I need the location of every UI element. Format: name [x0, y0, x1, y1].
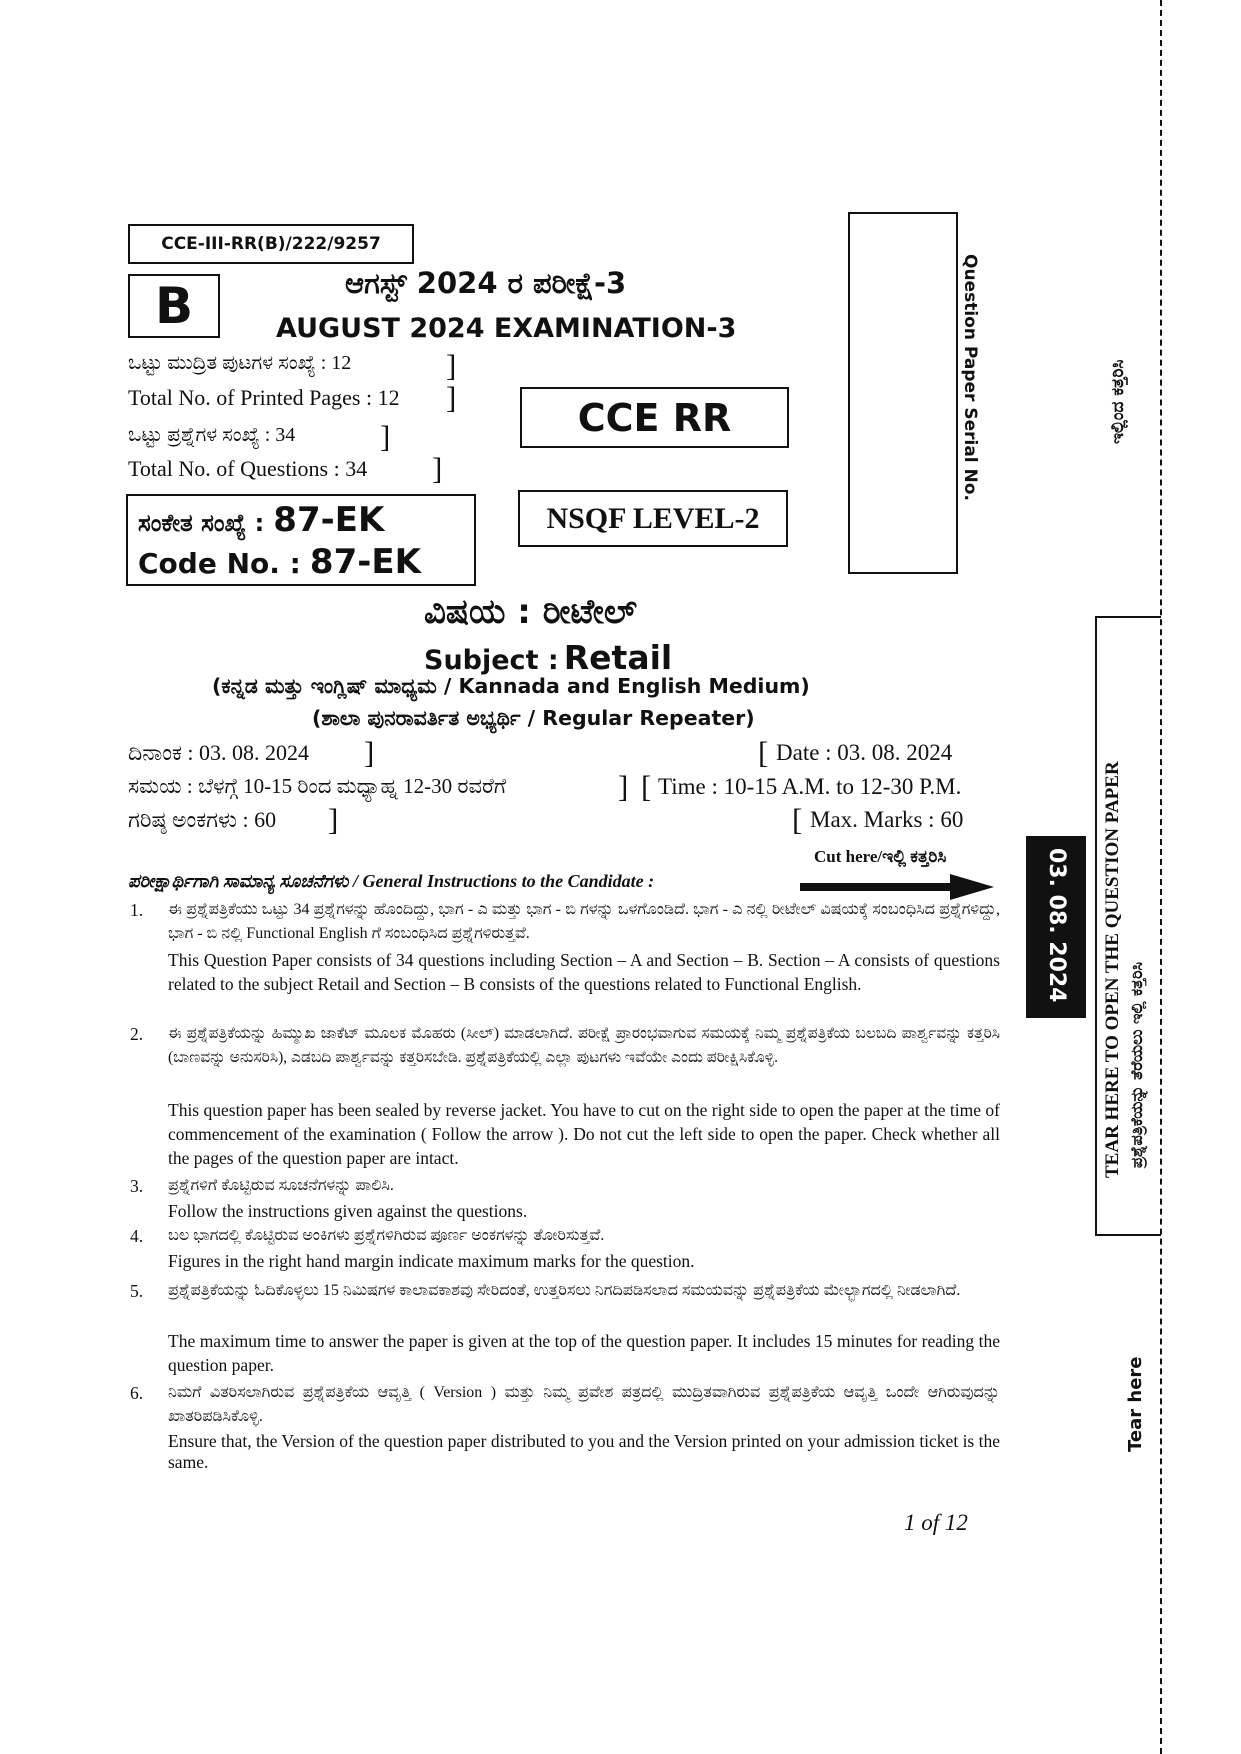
- instruction-number: 2.: [130, 1024, 144, 1044]
- exam-title-kannada: ಆಗಸ್ಟ್ 2024 ರ ಪರೀಕ್ಷೆ-3: [345, 266, 627, 300]
- tear-here-label-kannada: ಪ್ರಶ್ನೆಪತ್ರಿಕೆಯನ್ನು ತೆರೆಯಲು ಇಲ್ಲಿ ಕತ್ತರಿಸಿ: [1127, 961, 1146, 1168]
- subject-kannada: ವಿಷಯ : ರೀಟೇಲ್: [424, 592, 637, 632]
- code-box: [126, 494, 476, 586]
- tear-here-label: TEAR HERE TO OPEN THE QUESTION PAPER: [1102, 761, 1123, 1178]
- instruction-4: [130, 1224, 1010, 1274]
- code-label-kannada: ಸಂಕೇತ ಸಂಖ್ಯೆ :: [138, 509, 265, 537]
- max-marks: Max. Marks : 60: [810, 807, 964, 832]
- page-number: 1 of 12: [904, 1510, 968, 1535]
- printed-pages: Total No. of Printed Pages : 12: [128, 385, 400, 410]
- level-box: [518, 490, 788, 547]
- medium-text: ಕನ್ನಡ ಮತ್ತು ಇಂಗ್ಲಿಷ್ ಮಾಧ್ಯಮ / Kannada and English Medium: [221, 674, 801, 698]
- instruction-text: The maximum time to answer the paper is given at the top of the question paper. It includes 15 minutes for reading the question paper.: [168, 1331, 1000, 1375]
- subject-name: Retail: [563, 638, 673, 677]
- level-label: NSQF LEVEL-2: [546, 501, 760, 535]
- date: Date : 03. 08. 2024: [776, 740, 953, 765]
- bracket-7: ]: [618, 769, 629, 804]
- tear-here-bottom: Tear here: [1125, 1356, 1146, 1452]
- instruction-number: 6.: [130, 1383, 144, 1403]
- candidate-text: ಶಾಲಾ ಪುನರಾವರ್ತಿತ ಅಭ್ಯರ್ಥಿ / Regular Repeater: [321, 706, 746, 730]
- bracket-9: ]: [328, 802, 339, 837]
- code-value: 87-EK: [309, 542, 421, 582]
- max-marks-kannada: ಗರಿಷ್ಠ ಅಂಕಗಳು : 60: [128, 807, 277, 832]
- bracket-2: ]: [446, 380, 457, 415]
- instruction-text: This question paper has been sealed by reverse jacket. You have to cut on the right side to open the paper at the time of commencement of the examination ( Follow the arrow ). Do not cut the left side to open the paper. Check whether all the pages of the question paper are intact.: [168, 1100, 1000, 1168]
- instruction-5: [130, 1279, 1010, 1377]
- instruction-text-kannada: ಈ ಪ್ರಶ್ನೆಪತ್ರಿಕೆಯನ್ನು ಹಿಮ್ಮುಖ ಜಾಕೆಟ್ ಮೂಲಕ ಮೊಹರು (ಸೀಲ್) ಮಾಡಲಾಗಿದೆ. ಪರೀಕ್ಷೆ ಪ್ರಾರಂಭವಾಗುವ ಸಮಯಕ್ಕೆ ನಿಮ್ಮ ಪ್ರಶ್ನೆಪತ್ರಿಕೆಯ ಬಲಬದಿ ಪಾರ್ಶ್ವವನ್ನು ಕತ್ತರಿಸಿ (ಬಾಣವನ್ನು ಅನುಸರಿಸಿ), ಎಡಬದಿ ಪಾರ್ಶ್ವವನ್ನು ಕತ್ತರಿಸಬೇಡಿ. ಪ್ರಶ್ನೆಪತ್ರಿಕೆಯಲ್ಲಿ ಎಲ್ಲಾ ಪುಟಗಳು ಇವೆಯೇ ಎಂದು ಪರೀಕ್ಷಿಸಿಕೊಳ್ಳಿ.: [168, 1025, 1000, 1066]
- date-tab-text: 03. 08. 2024: [1044, 848, 1069, 1003]
- instruction-text-kannada: ಪ್ರಶ್ನೆಪತ್ರಿಕೆಯನ್ನು ಓದಿಕೊಳ್ಳಲು 15 ನಿಮಿಷಗಳ ಕಾಲಾವಕಾಶವು ಸೇರಿದಂತೆ, ಉತ್ತರಿಸಲು ನಿಗದಿಪಡಿಸಲಾದ ಸಮಯವನ್ನು ಪ್ರಶ್ನೆಪತ್ರಿಕೆಯ ಮೇಲ್ಭಾಗದಲ್ಲಿ ನೀಡಲಾಗಿದೆ.: [168, 1282, 961, 1299]
- bracket-5: ]: [364, 735, 375, 770]
- instruction-number: 1.: [130, 900, 144, 920]
- bracket-6: [: [758, 735, 769, 770]
- instruction-text: Figures in the right hand margin indicate maximum marks for the question.: [168, 1251, 695, 1271]
- bracket-8: [: [641, 769, 652, 804]
- total-questions: Total No. of Questions : 34: [128, 456, 368, 481]
- instruction-number: 3.: [130, 1176, 144, 1196]
- cut-here-label: Cut here/ಇಲ್ಲಿ ಕತ್ತರಿಸಿ: [814, 847, 947, 866]
- printed-pages-kannada: ಒಟ್ಟು ಮುದ್ರಿತ ಪುಟಗಳ ಸಂಖ್ಯೆ : 12: [128, 352, 352, 374]
- code-value-kannada: 87-EK: [273, 500, 385, 540]
- date-kannada: ದಿನಾಂಕ : 03. 08. 2024: [128, 740, 309, 765]
- bracket-1: ]: [446, 348, 457, 383]
- instructions-heading: ಪರೀಕ್ಷಾರ್ಥಿಗಾಗಿ ಸಾಮಾನ್ಯ ಸೂಚನೆಗಳು / General Instructions to the Candidate :: [128, 871, 655, 891]
- bracket-3: ]: [380, 419, 391, 454]
- paper-code-box: [128, 224, 414, 264]
- bracket-4: ]: [432, 451, 443, 486]
- version-letter: B: [154, 277, 194, 335]
- instruction-3: [130, 1174, 1010, 1224]
- medium-line: (ಕನ್ನಡ ಮತ್ತು ಇಂಗ್ಲಿಷ್ ಮಾಧ್ಯಮ / Kannada and English Medium): [212, 674, 810, 698]
- paper-code: CCE-III-RR(B)/222/9257: [161, 234, 381, 254]
- instruction-text-kannada: ಬಲ ಭಾಗದಲ್ಲಿ ಕೊಟ್ಟಿರುವ ಅಂಕಿಗಳು ಪ್ರಶ್ನೆಗಳಿಗಿರುವ ಪೂರ್ಣ ಅಂಕಗಳನ್ನು ತೋರಿಸುತ್ತವೆ.: [168, 1227, 605, 1244]
- time-kannada: ಸಮಯ : ಬೆಳಗ್ಗೆ 10-15 ರಿಂದ ಮಧ್ಯಾಹ್ನ 12-30 ರವರೆಗೆ: [128, 774, 507, 798]
- subject-label: Subject :: [424, 645, 559, 676]
- serial-number-label: Question Paper Serial No.: [960, 254, 980, 501]
- instruction-text-kannada: ಪ್ರಶ್ನೆಗಳಿಗೆ ಕೊಟ್ಟಿರುವ ಸೂಚನೆಗಳನ್ನು ಪಾಲಿಸಿ.: [168, 1177, 394, 1194]
- instruction-number: 4.: [130, 1226, 144, 1246]
- time: Time : 10-15 A.M. to 12-30 P.M.: [658, 774, 962, 799]
- scheme-box: [520, 387, 789, 448]
- instruction-text-kannada: ನಿಮಗೆ ವಿತರಿಸಲಾಗಿರುವ ಪ್ರಶ್ನೆಪತ್ರಿಕೆಯ ಆವೃತ್ತಿ ( Version ) ಮತ್ತು ನಿಮ್ಮ ಪ್ರವೇಶ ಪತ್ರದಲ್ಲಿ ಮುದ್ರಿತವಾಗಿರುವ ಪ್ರಶ್ನೆಪತ್ರಿಕೆಯ ಆವೃತ್ತಿ ಒಂದೇ ಆಗಿರುವುದನ್ನು ಖಾತರಿಪಡಿಸಿಕೊಳ್ಳಿ.: [168, 1384, 1000, 1425]
- instruction-text: Follow the instructions given against the questions.: [168, 1201, 528, 1221]
- version-box: [128, 274, 220, 338]
- total-questions-kannada: ಒಟ್ಟು ಪ್ರಶ್ನೆಗಳ ಸಂಖ್ಯೆ : 34: [128, 424, 296, 446]
- instruction-text: Ensure that, the Version of the question paper distributed to you and the Version printed on your admission ticket is the same.: [168, 1431, 1000, 1472]
- instruction-6: [130, 1381, 1010, 1479]
- exam-title: AUGUST 2024 EXAMINATION-3: [276, 313, 737, 344]
- instruction-text: This Question Paper consists of 34 questions including Section – A and Section – B. Section – A consists of questions related to the subject Retail and Section – B consists of the questions related to Functional English.: [168, 950, 1000, 994]
- instruction-text-kannada: ಈ ಪ್ರಶ್ನೆಪತ್ರಿಕೆಯು ಒಟ್ಟು 34 ಪ್ರಶ್ನೆಗಳನ್ನು ಹೊಂದಿದ್ದು, ಭಾಗ - ಎ ಮತ್ತು ಭಾಗ - ಬಿ ಗಳನ್ನು ಒಳಗೊಂಡಿದೆ. ಭಾಗ - ಎ ನಲ್ಲಿ ರೀಟೇಲ್ ವಿಷಯಕ್ಕೆ ಸಂಬಂಧಿಸಿದ ಪ್ರಶ್ನೆಗಳಿದ್ದು, ಭಾಗ - ಬಿ ನಲ್ಲಿ Functional English ಗೆ ಸಂಬಂಧಿಸಿದ ಪ್ರಶ್ನೆಗಳಿರುತ್ತವೆ.: [168, 901, 1000, 942]
- instruction-1: [130, 898, 1010, 1022]
- bracket-10: [: [792, 802, 803, 837]
- subject-line: [424, 638, 672, 677]
- code-label: Code No. :: [138, 547, 301, 580]
- instruction-2: [130, 1022, 1010, 1170]
- candidate-line: (ಶಾಲಾ ಪುನರಾವರ್ತಿತ ಅಭ್ಯರ್ಥಿ / Regular Repeater): [312, 706, 755, 730]
- scheme-label: CCE RR: [577, 395, 732, 440]
- instruction-number: 5.: [130, 1281, 144, 1301]
- cut-here-margin-kannada: ಇಲ್ಲಿಂದ ಕತ್ತರಿಸಿ: [1108, 359, 1128, 444]
- serial-number-box: [848, 212, 958, 574]
